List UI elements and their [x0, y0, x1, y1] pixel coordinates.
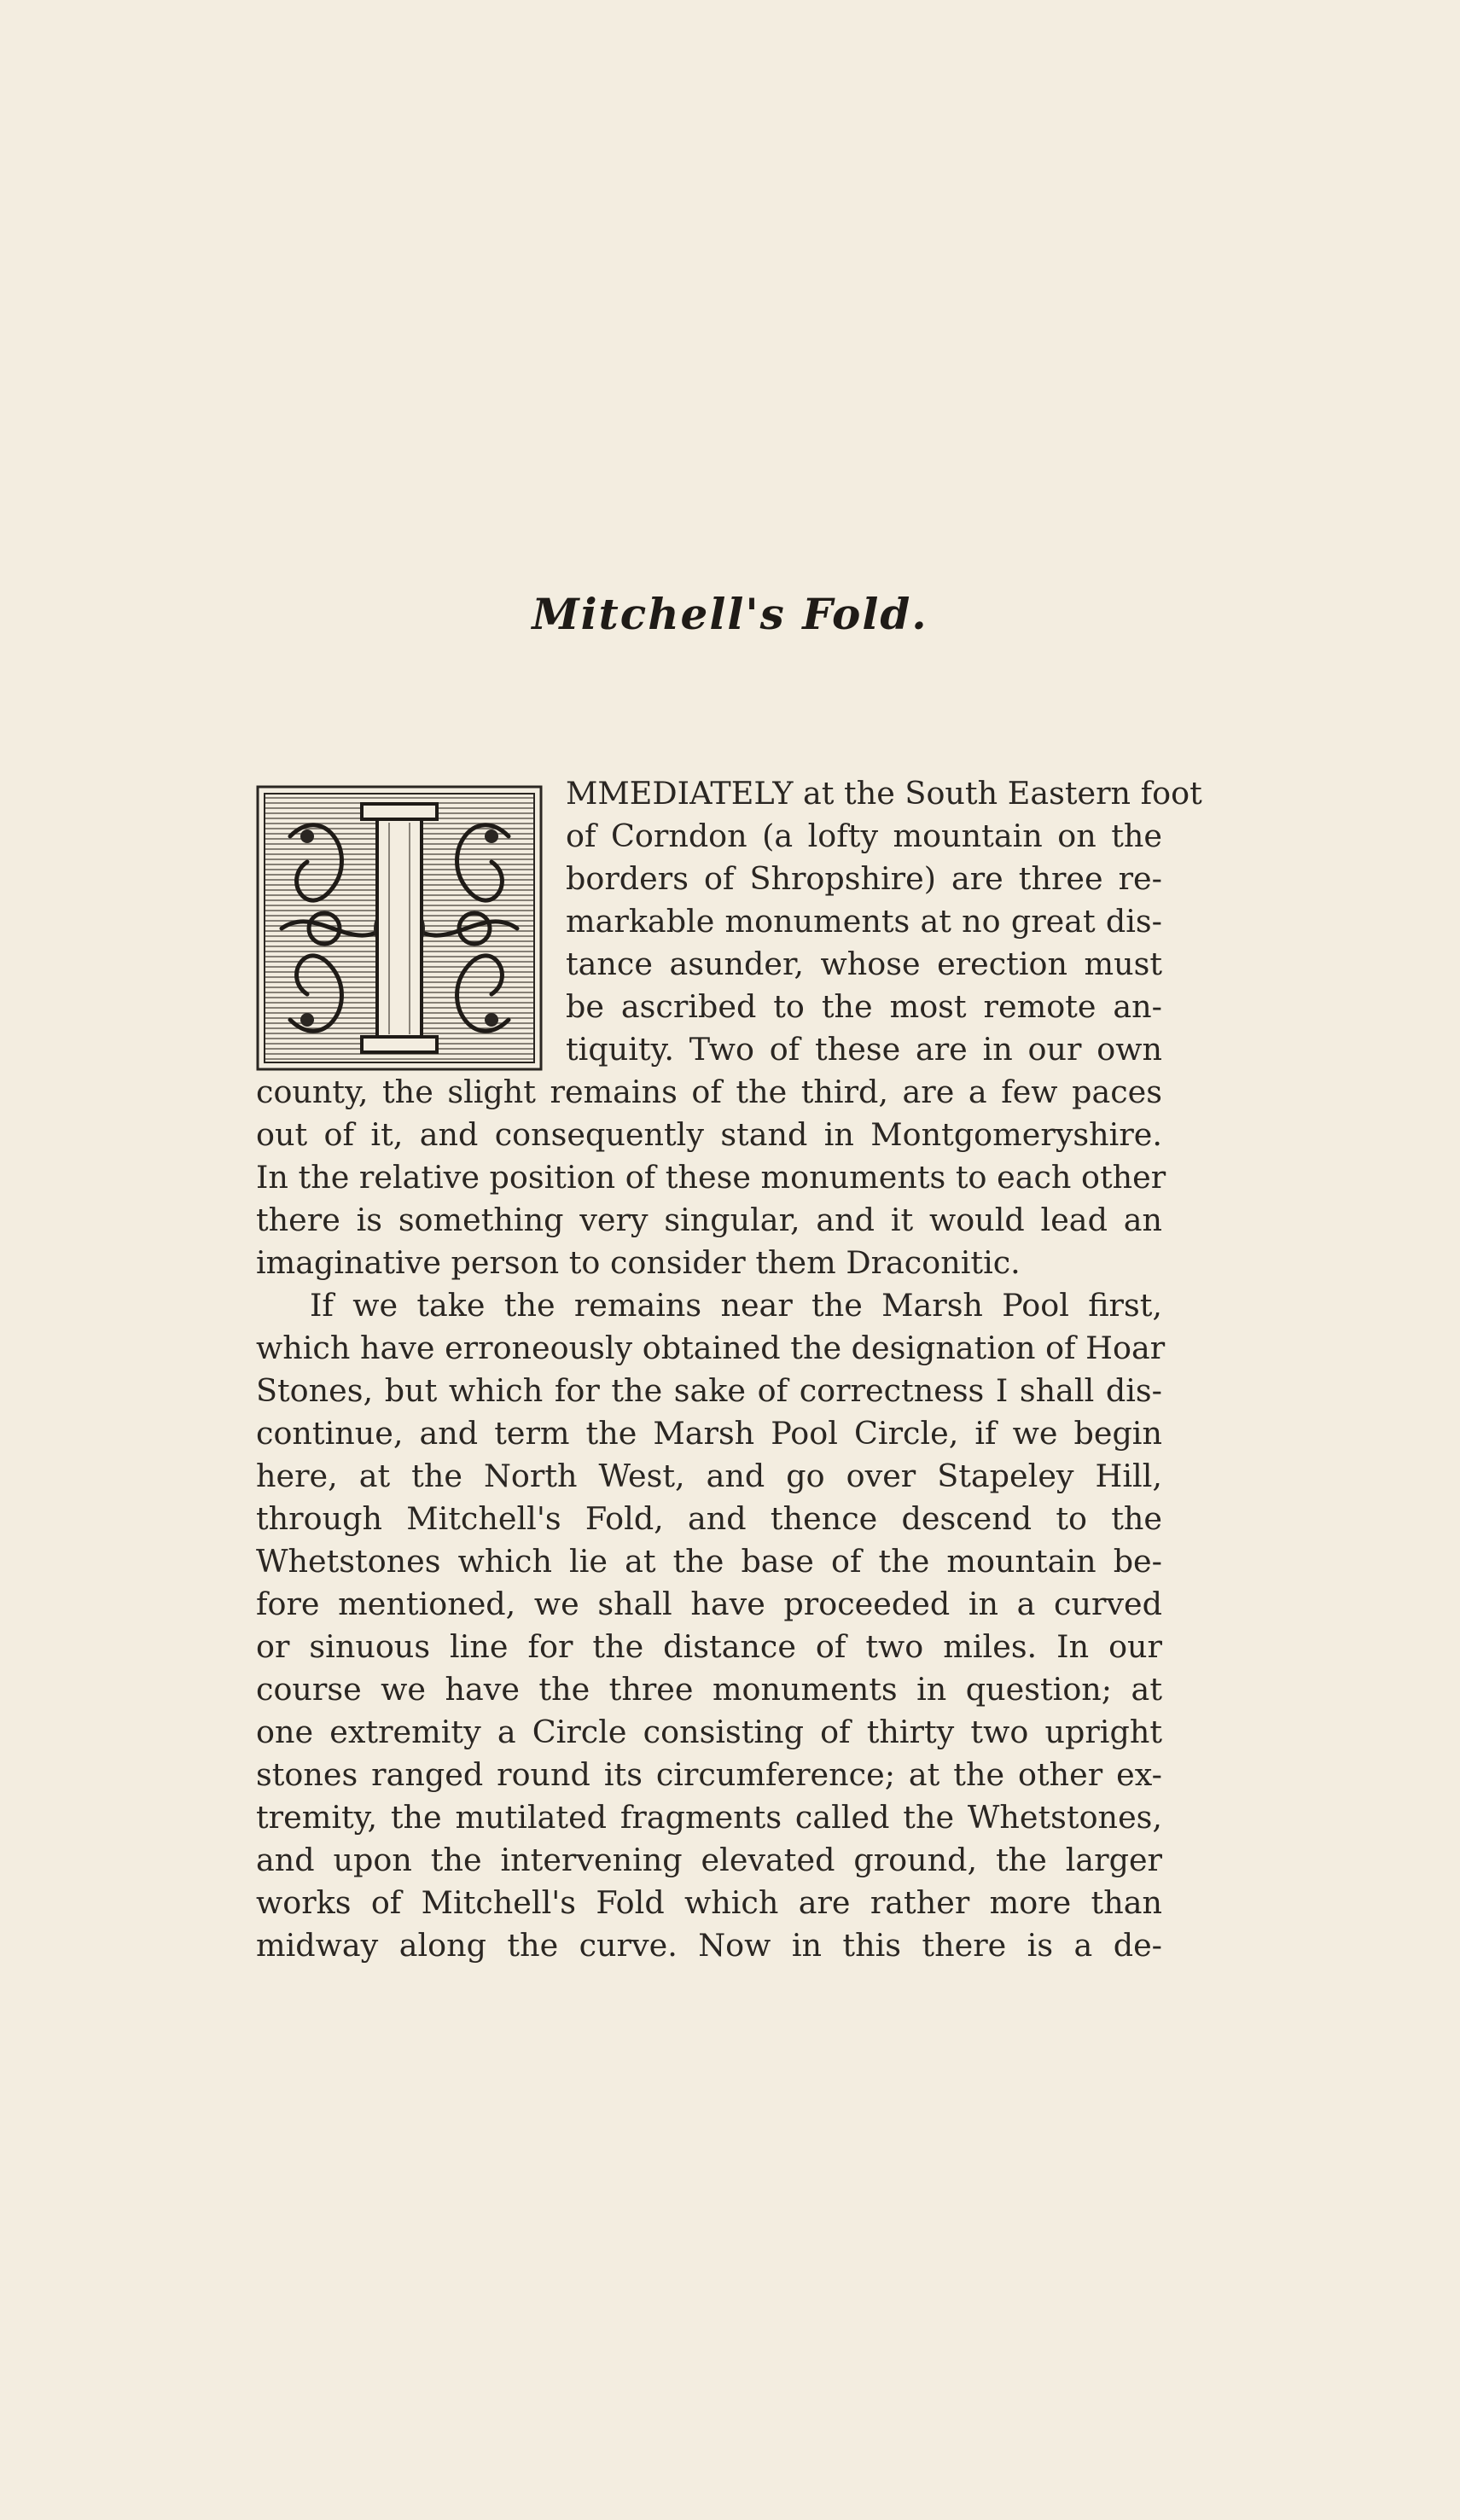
text-line: tremity, the mutilated fragments called the Whetstones, — [256, 1799, 1162, 1836]
text-line: imaginative person to consider them Draconitic. — [256, 1244, 1021, 1281]
text-line: borders of Shropshire) are three re- — [566, 860, 1162, 897]
text-line: fore mentioned, we shall have proceeded in a curved — [256, 1586, 1162, 1622]
text-line: markable monuments at no great dis- — [566, 903, 1162, 940]
text-line: MMEDIATELY at the South Eastern foot — [566, 775, 1202, 812]
text-line: of Corndon (a lofty mountain on the — [566, 818, 1162, 854]
text-line: continue, and term the Marsh Pool Circle, if we begin — [256, 1415, 1162, 1452]
text-line: Stones, but which for the sake of correctness I shall dis- — [256, 1372, 1162, 1409]
text-line: In the relative position of these monuments to each other — [256, 1159, 1166, 1196]
drop-cap-ornament-icon — [256, 785, 543, 1071]
text-line: tiquity. Two of these are in our own — [566, 1031, 1162, 1068]
ornamental-drop-cap — [256, 785, 543, 1071]
text-line: out of it, and consequently stand in Montgomeryshire. — [256, 1116, 1162, 1153]
text-line: here, at the North West, and go over Stapeley Hill, — [256, 1458, 1162, 1494]
text-line: course we have the three monuments in question; at — [256, 1671, 1162, 1708]
text-line: Whetstones which lie at the base of the mountain be- — [256, 1543, 1162, 1580]
page-title: Mitchell's Fold. — [532, 589, 928, 639]
text-line: tance asunder, whose erection must — [566, 946, 1162, 982]
text-line: works of Mitchell's Fold which are rather more than — [256, 1884, 1162, 1921]
text-line: If we take the remains near the Marsh Pool first, — [310, 1287, 1162, 1324]
text-line: through Mitchell's Fold, and thence descend to the — [256, 1500, 1162, 1537]
text-line: be ascribed to the most remote an- — [566, 988, 1162, 1025]
text-line: midway along the curve. Now in this there is a de- — [256, 1927, 1162, 1964]
text-line: and upon the intervening elevated ground, the larger — [256, 1842, 1162, 1878]
text-line: or sinuous line for the distance of two miles. In our — [256, 1628, 1162, 1665]
text-line: one extremity a Circle consisting of thirty two upright — [256, 1714, 1162, 1750]
text-line: stones ranged round its circumference; at the other ex- — [256, 1756, 1162, 1793]
text-line: which have erroneously obtained the designation of Hoar — [256, 1330, 1166, 1366]
text-line: county, the slight remains of the third, are a few paces — [256, 1074, 1162, 1110]
text-line: there is something very singular, and it would lead an — [256, 1202, 1162, 1238]
